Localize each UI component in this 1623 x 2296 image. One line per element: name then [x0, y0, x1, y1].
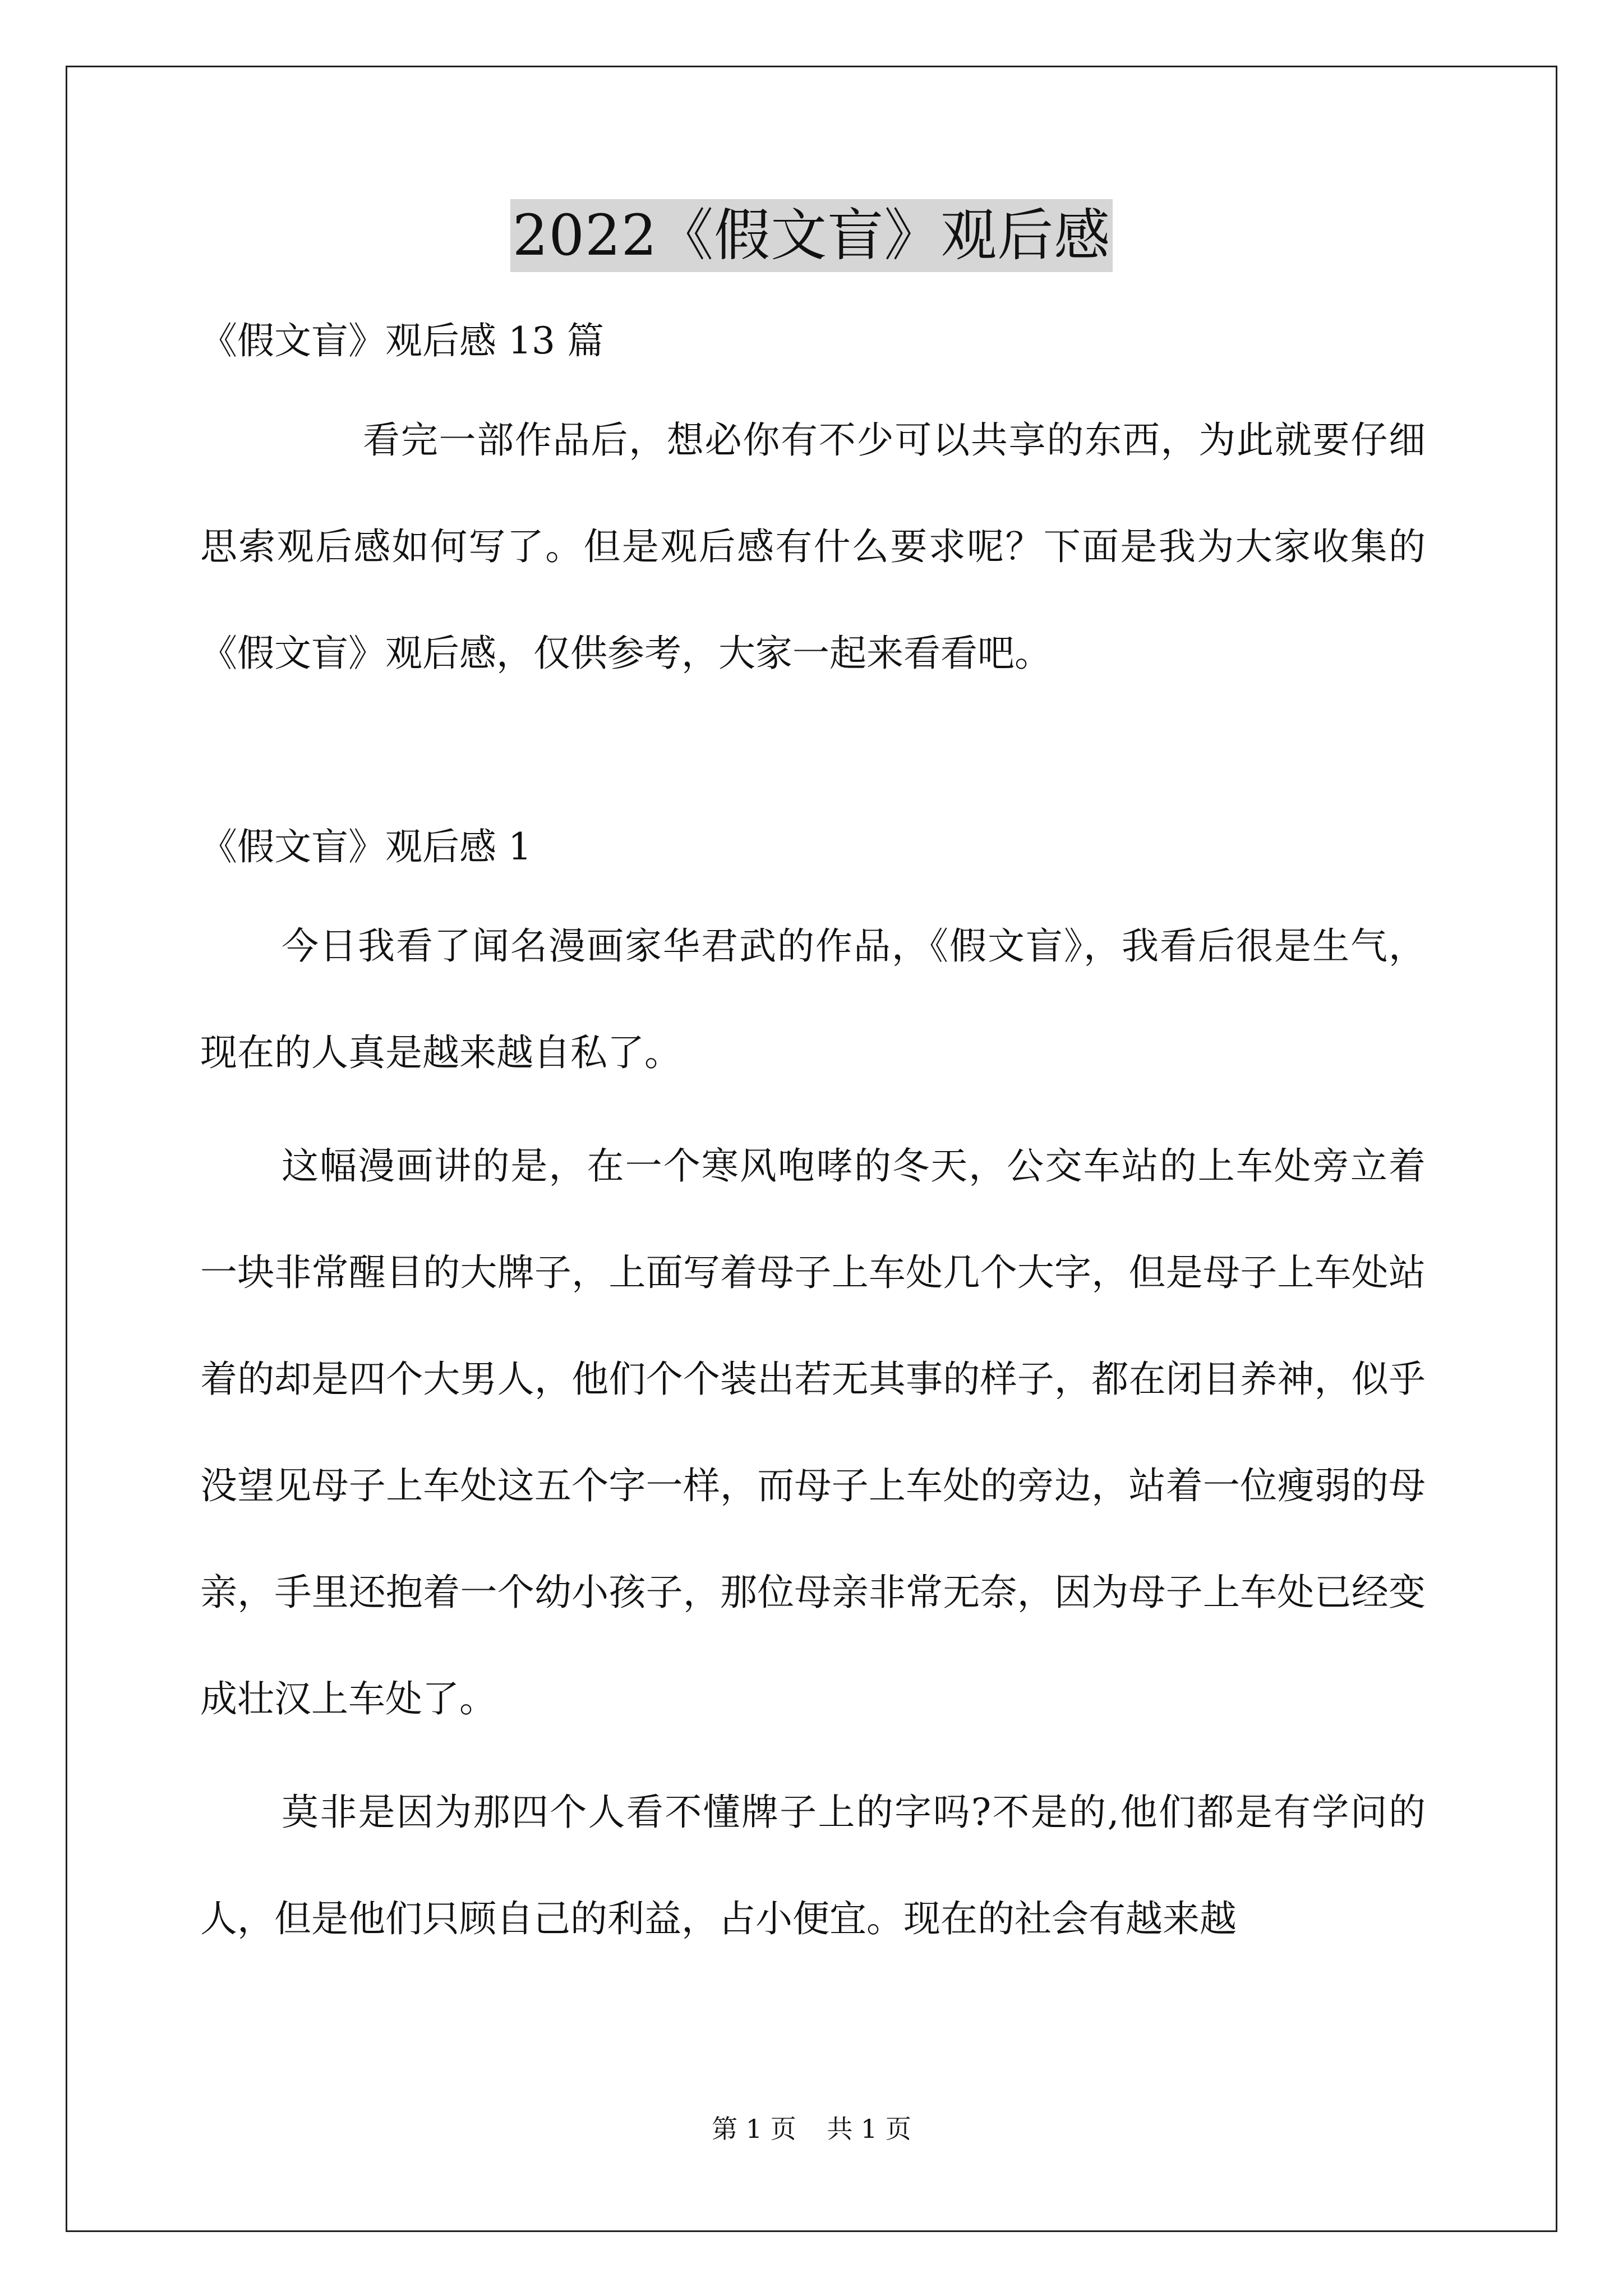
body-paragraph-3: 莫非是因为那四个人看不懂牌子上的字吗?不是的,他们都是有学问的人，但是他们只顾自己的利益，占小便宜。现在的社会有越来越	[200, 1791, 1426, 1940]
document-subtitle: 《假文盲》观后感 13 篇	[200, 319, 604, 362]
body-paragraph-2: 这幅漫画讲的是，在一个寒风咆哮的冬天，公交车站的上车处旁立着一块非常醒目的大牌子，上面写着母子上车处几个大字，但是母子上车处站着的却是四个大男人，他们个个装出若无其事的样子，都在闭目养神，似乎没望见母子上车处这五个字一样，而母子上车处的旁边，站着一位瘦弱的母亲，手里还抱着一个幼小孩子，那位母亲非常无奈，因为母子上车处已经变成壮汉上车处了。	[200, 1144, 1426, 1720]
page-footer	[0, 2112, 1623, 2146]
intro-paragraph: 看完一部作品后，想必你有不少可以共享的东西，为此就要仔细思索观后感如何写了。但是观后感有什么要求呢？下面是我为大家收集的《假文盲》观后感，仅供参考，大家一起来看看吧。	[200, 418, 1426, 675]
page-total: 共 1 页	[827, 2114, 911, 2144]
page-number: 第 1 页	[712, 2114, 796, 2144]
section-heading: 《假文盲》观后感 1	[200, 825, 532, 868]
document-title: 2022《假文盲》观后感	[510, 199, 1113, 272]
title-wrap	[0, 199, 1623, 272]
body-paragraph-1: 今日我看了闻名漫画家华君武的作品，《假文盲》，我看后很是生气，现在的人真是越来越自私了。	[200, 924, 1426, 1074]
document-body	[200, 307, 1426, 1972]
